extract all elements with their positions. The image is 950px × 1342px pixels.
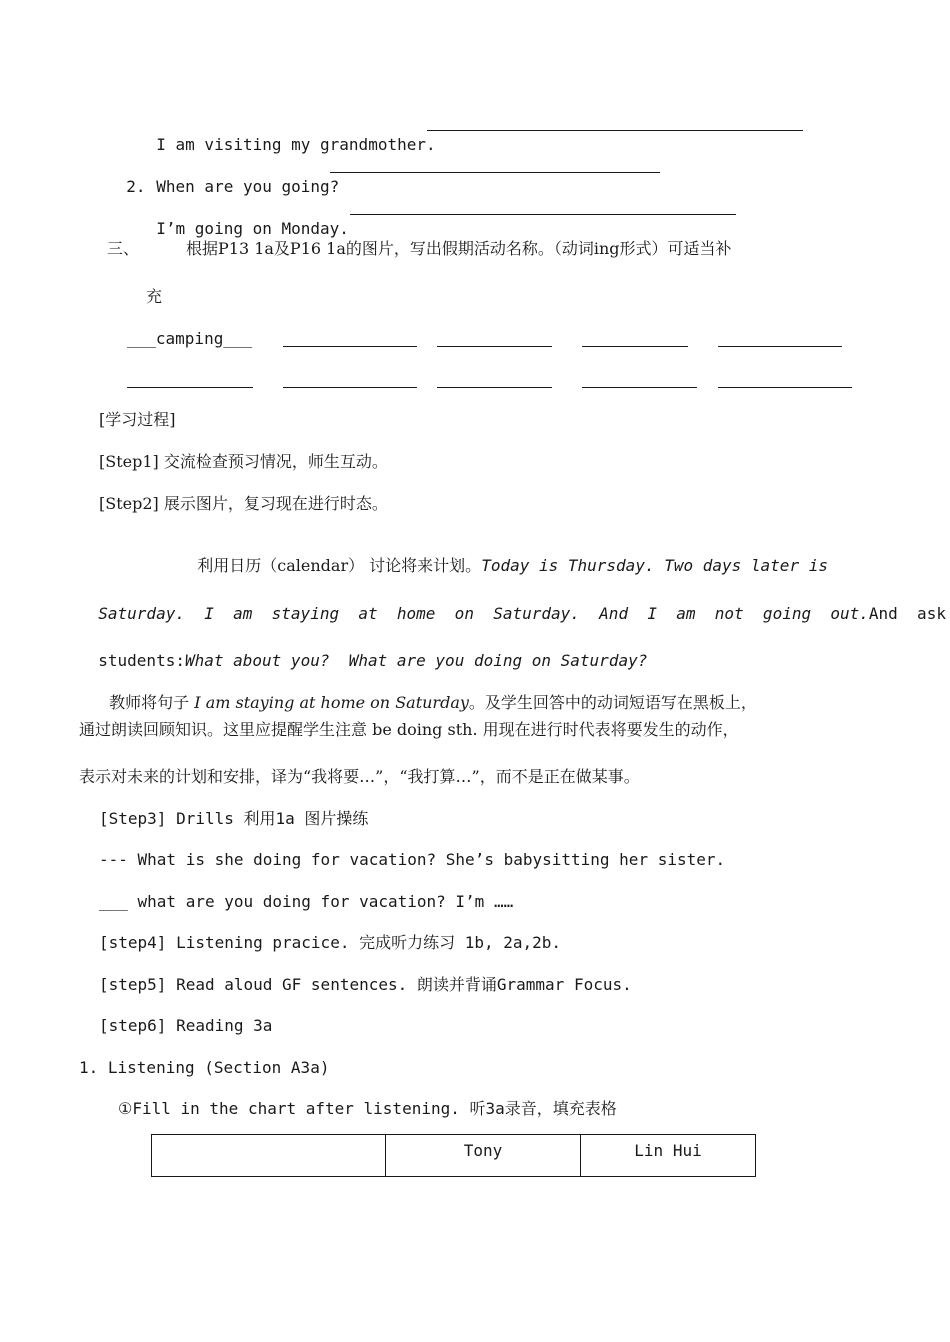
teacher-note-1: 教师将句子 I am staying at home on Saturday。及学生回答中的动词短语写在黑板上， (109, 693, 757, 712)
section-3-instruction-cont: 充 (146, 287, 163, 306)
chart-header-lin-hui: Lin Hui (581, 1135, 756, 1177)
activity-blank[interactable] (127, 387, 253, 388)
listening-task: ①Fill in the chart after listening. 听3a录音，填充表格 (118, 1099, 617, 1118)
chart-cell-blank[interactable] (152, 1135, 386, 1177)
listening-heading: 1. Listening (Section A3a) (79, 1058, 330, 1077)
activity-blank[interactable] (582, 387, 697, 388)
activity-blank[interactable] (718, 346, 842, 347)
teacher-note-3: 表示对未来的计划和安排，译为“我将要…”，“我打算…”，而不是正在做某事。 (79, 767, 640, 786)
answer-blank[interactable] (427, 130, 803, 131)
activity-blank[interactable] (283, 387, 417, 388)
process-heading: [学习过程] (99, 410, 176, 429)
calendar-line-2: Saturday. I am staying at home on Saturday. And I am not going out.And ask (98, 604, 946, 623)
listening-chart (151, 1134, 756, 1177)
activity-blank[interactable] (718, 387, 852, 388)
step-3: [Step3] Drills 利用1a 图片操练 (99, 809, 369, 828)
activity-blank[interactable] (582, 346, 688, 347)
question-2-text: When are you going? (156, 177, 340, 196)
step-6: [step6] Reading 3a (99, 1016, 273, 1035)
chart-header-tony: Tony (386, 1135, 581, 1177)
step-1: [Step1] 交流检查预习情况，师生互动。 (99, 452, 388, 471)
calendar-line-1: 利用日历（calendar） 讨论将来计划。Today is Thursday. Two days later is (197, 556, 828, 575)
teacher-note-2: 通过朗读回顾知识。这里应提醒学生注意 be doing sth. 用现在进行时代表将要发生的动作， (79, 720, 739, 739)
chart-header-row (152, 1135, 756, 1177)
drill-line-1: --- What is she doing for vacation? She’s babysitting her sister. (99, 850, 726, 869)
drill-line-2: ___ what are you doing for vacation? I’m …… (99, 892, 514, 911)
activity-blank[interactable] (437, 387, 552, 388)
activity-blank[interactable] (437, 346, 552, 347)
section-3-instruction: 根据P13 1a及P16 1a的图片，写出假期活动名称。（动词ing形式）可适当补 (186, 239, 732, 258)
activity-blank[interactable] (283, 346, 417, 347)
calendar-line-3: students:What about you? What are you doing on Saturday? (98, 651, 648, 670)
sentence-visiting: I am visiting my grandmother. (156, 135, 436, 154)
section-3-number: 三、 (107, 239, 140, 258)
answer-2-text: I’m going on Monday. (156, 219, 349, 238)
question-2: 2. (126, 177, 146, 196)
answer-blank[interactable] (330, 172, 660, 173)
answer-blank[interactable] (350, 214, 736, 215)
step-4: [step4] Listening pracice. 完成听力练习 1b, 2a,2b. (99, 933, 562, 952)
step-2: [Step2] 展示图片，复习现在进行时态。 (99, 494, 388, 513)
step-5: [step5] Read aloud GF sentences. 朗读并背诵Grammar Focus. (99, 975, 632, 994)
example-answer: ___camping___ (127, 329, 253, 348)
